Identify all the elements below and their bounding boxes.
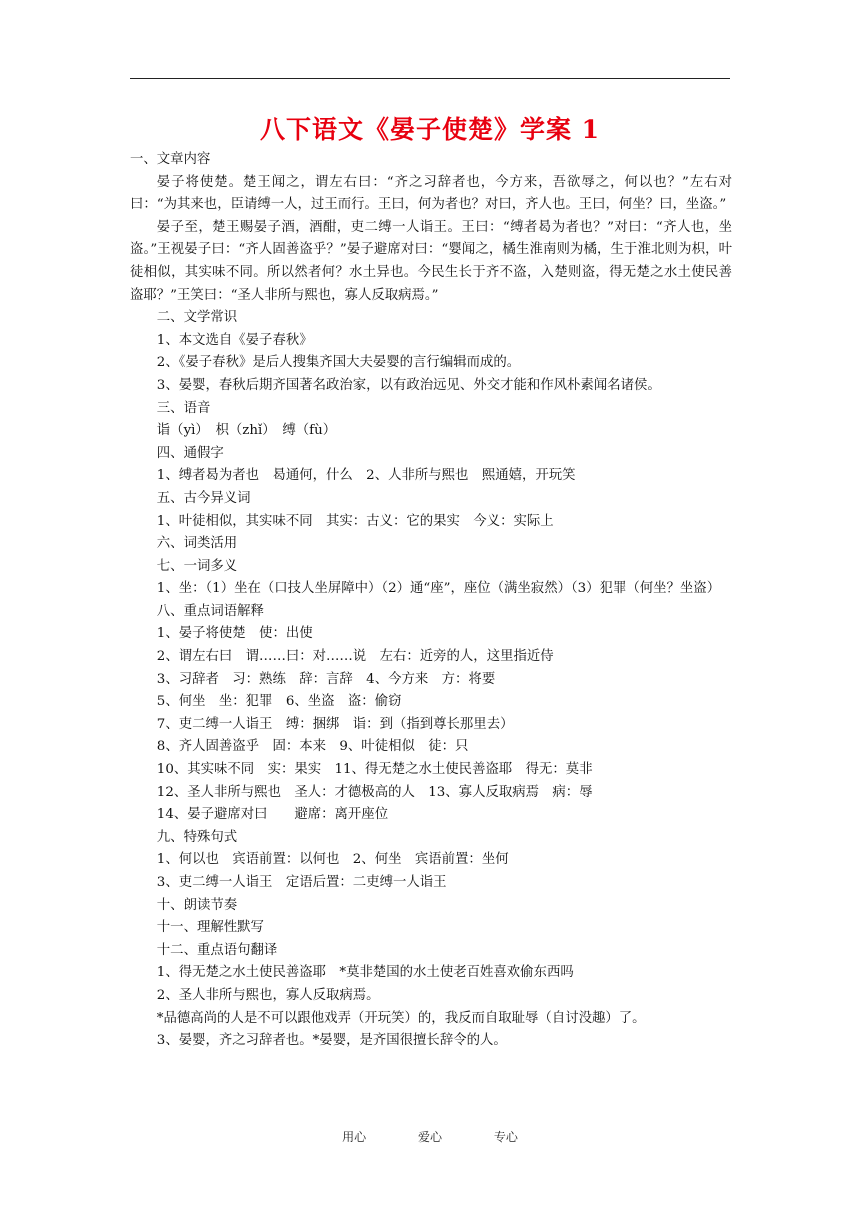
footer-motto: 爱心 [417, 1130, 442, 1144]
section-heading: 十、朗读节奏 [156, 897, 238, 913]
list-item: 2、圣人非所与熙也，寡人反取病焉。 [156, 987, 380, 1003]
section-heading: 四、通假字 [156, 445, 224, 461]
list-item: 1、缚者曷为者也 曷通何，什么 2、人非所与熙也 熙通嬉，开玩笑 [156, 468, 576, 484]
section-heading: 八、重点词语解释 [156, 603, 264, 619]
list-item: 1、得无楚之水土使民善盗耶 *莫非楚国的水土使老百姓喜欢偷东西吗 [156, 965, 574, 981]
list-item: 2、谓左右曰 谓……曰：对……说 左右：近旁的人，这里指近侍 [156, 649, 554, 665]
list-item: 5、何坐 坐：犯罪 6、坐盗 盗：偷窃 [156, 694, 402, 710]
list-item: 1、叶徒相似，其实味不同 其实：古义：它的果实 今义：实际上 [156, 513, 554, 529]
list-item: 3、习辞者 习：熟练 辞：言辞 4、今方来 方：将要 [156, 671, 496, 687]
list-item: 8、齐人固善盗乎 固：本来 9、叶徒相似 徒：只 [156, 739, 469, 755]
list-item: *品德高尚的人是不可以跟他戏弄（开玩笑）的，我反而自取耻辱（自讨没趣）了。 [156, 1010, 646, 1026]
list-item: 1、晏子将使楚 使：出使 [156, 626, 313, 642]
passage-paragraph: 晏子至，楚王赐晏子酒，酒酣，吏二缚一人诣王。王曰：“缚者曷为者也？”对曰：“齐人也，坐盗。”王视晏子曰：“齐人固善盗乎？”晏子避席对曰：“婴闻之，橘生淮南则为橘，生于淮北则为枳，叶徒相似，其实味不同。所以然者何？水土异也。今民生长于齐不盗，入楚则盗，得无楚之水土使民善盗耶？”王笑曰：“圣人非所与熙也，寡人反取病焉。” [130, 219, 732, 303]
footer-motto: 用心 [342, 1130, 367, 1144]
page-title: 八下语文《晏子使楚》学案 1 [259, 115, 601, 144]
section-heading: 十二、重点语句翻译 [156, 942, 278, 958]
page-footer [0, 1128, 860, 1145]
section-heading: 十一、理解性默写 [156, 920, 264, 936]
list-item: 1、本文选自《晏子春秋》 [156, 332, 313, 348]
section-heading: 六、词类活用 [156, 536, 238, 552]
list-item: 12、圣人非所与熙也 圣人：才德极高的人 13、寡人反取病焉 病：辱 [156, 784, 593, 800]
list-item: 2、《晏子春秋》是后人搜集齐国大夫晏婴的言行编辑而成的。 [156, 355, 521, 371]
document-body [130, 149, 732, 1053]
section-heading: 五、古今异义词 [156, 490, 251, 506]
list-item: 3、晏婴，春秋后期齐国著名政治家，以有政治远见、外交才能和作风朴素闻名诸侯。 [156, 377, 661, 393]
header-rule [130, 78, 730, 79]
list-item: 3、晏婴，齐之习辞者也。*晏婴，是齐国很擅长辞令的人。 [156, 1033, 507, 1049]
list-item: 1、坐：（1）坐在（口技人坐屏障中）（2）通“座”，座位（满坐寂然）（3）犯罪（何坐？坐盗） [156, 581, 721, 597]
footer-motto: 专心 [493, 1130, 518, 1144]
list-item: 10、其实味不同 实：果实 11、得无楚之水土使民善盗耶 得无：莫非 [156, 762, 593, 778]
passage-paragraph: 晏子将使楚。楚王闻之，谓左右曰：“齐之习辞者也，今方来，吾欲辱之，何以也？”左右对曰：“为其来也，臣请缚一人，过王而行。王曰，何为者也？对曰，齐人也。王曰，何坐？曰，坐盗。” [130, 174, 732, 213]
section-heading: 一、文章内容 [130, 152, 211, 167]
list-item: 1、何以也 宾语前置：以何也 2、何坐 宾语前置：坐何 [156, 852, 509, 868]
list-item: 7、吏二缚一人诣王 缚：捆绑 诣：到（指到尊长那里去） [156, 716, 514, 732]
section-heading: 二、文学常识 [156, 310, 238, 326]
list-item: 14、晏子避席对曰 避席：离开座位 [156, 807, 389, 823]
list-item: 3、吏二缚一人诣王 定语后置：二吏缚一人诣王 [156, 875, 447, 890]
list-item: 诣（yì） 枳（zhǐ） 缚（fù） [156, 423, 337, 439]
section-heading: 九、特殊句式 [156, 829, 238, 845]
section-heading: 七、一词多义 [156, 558, 238, 574]
section-heading: 三、语音 [156, 400, 211, 416]
